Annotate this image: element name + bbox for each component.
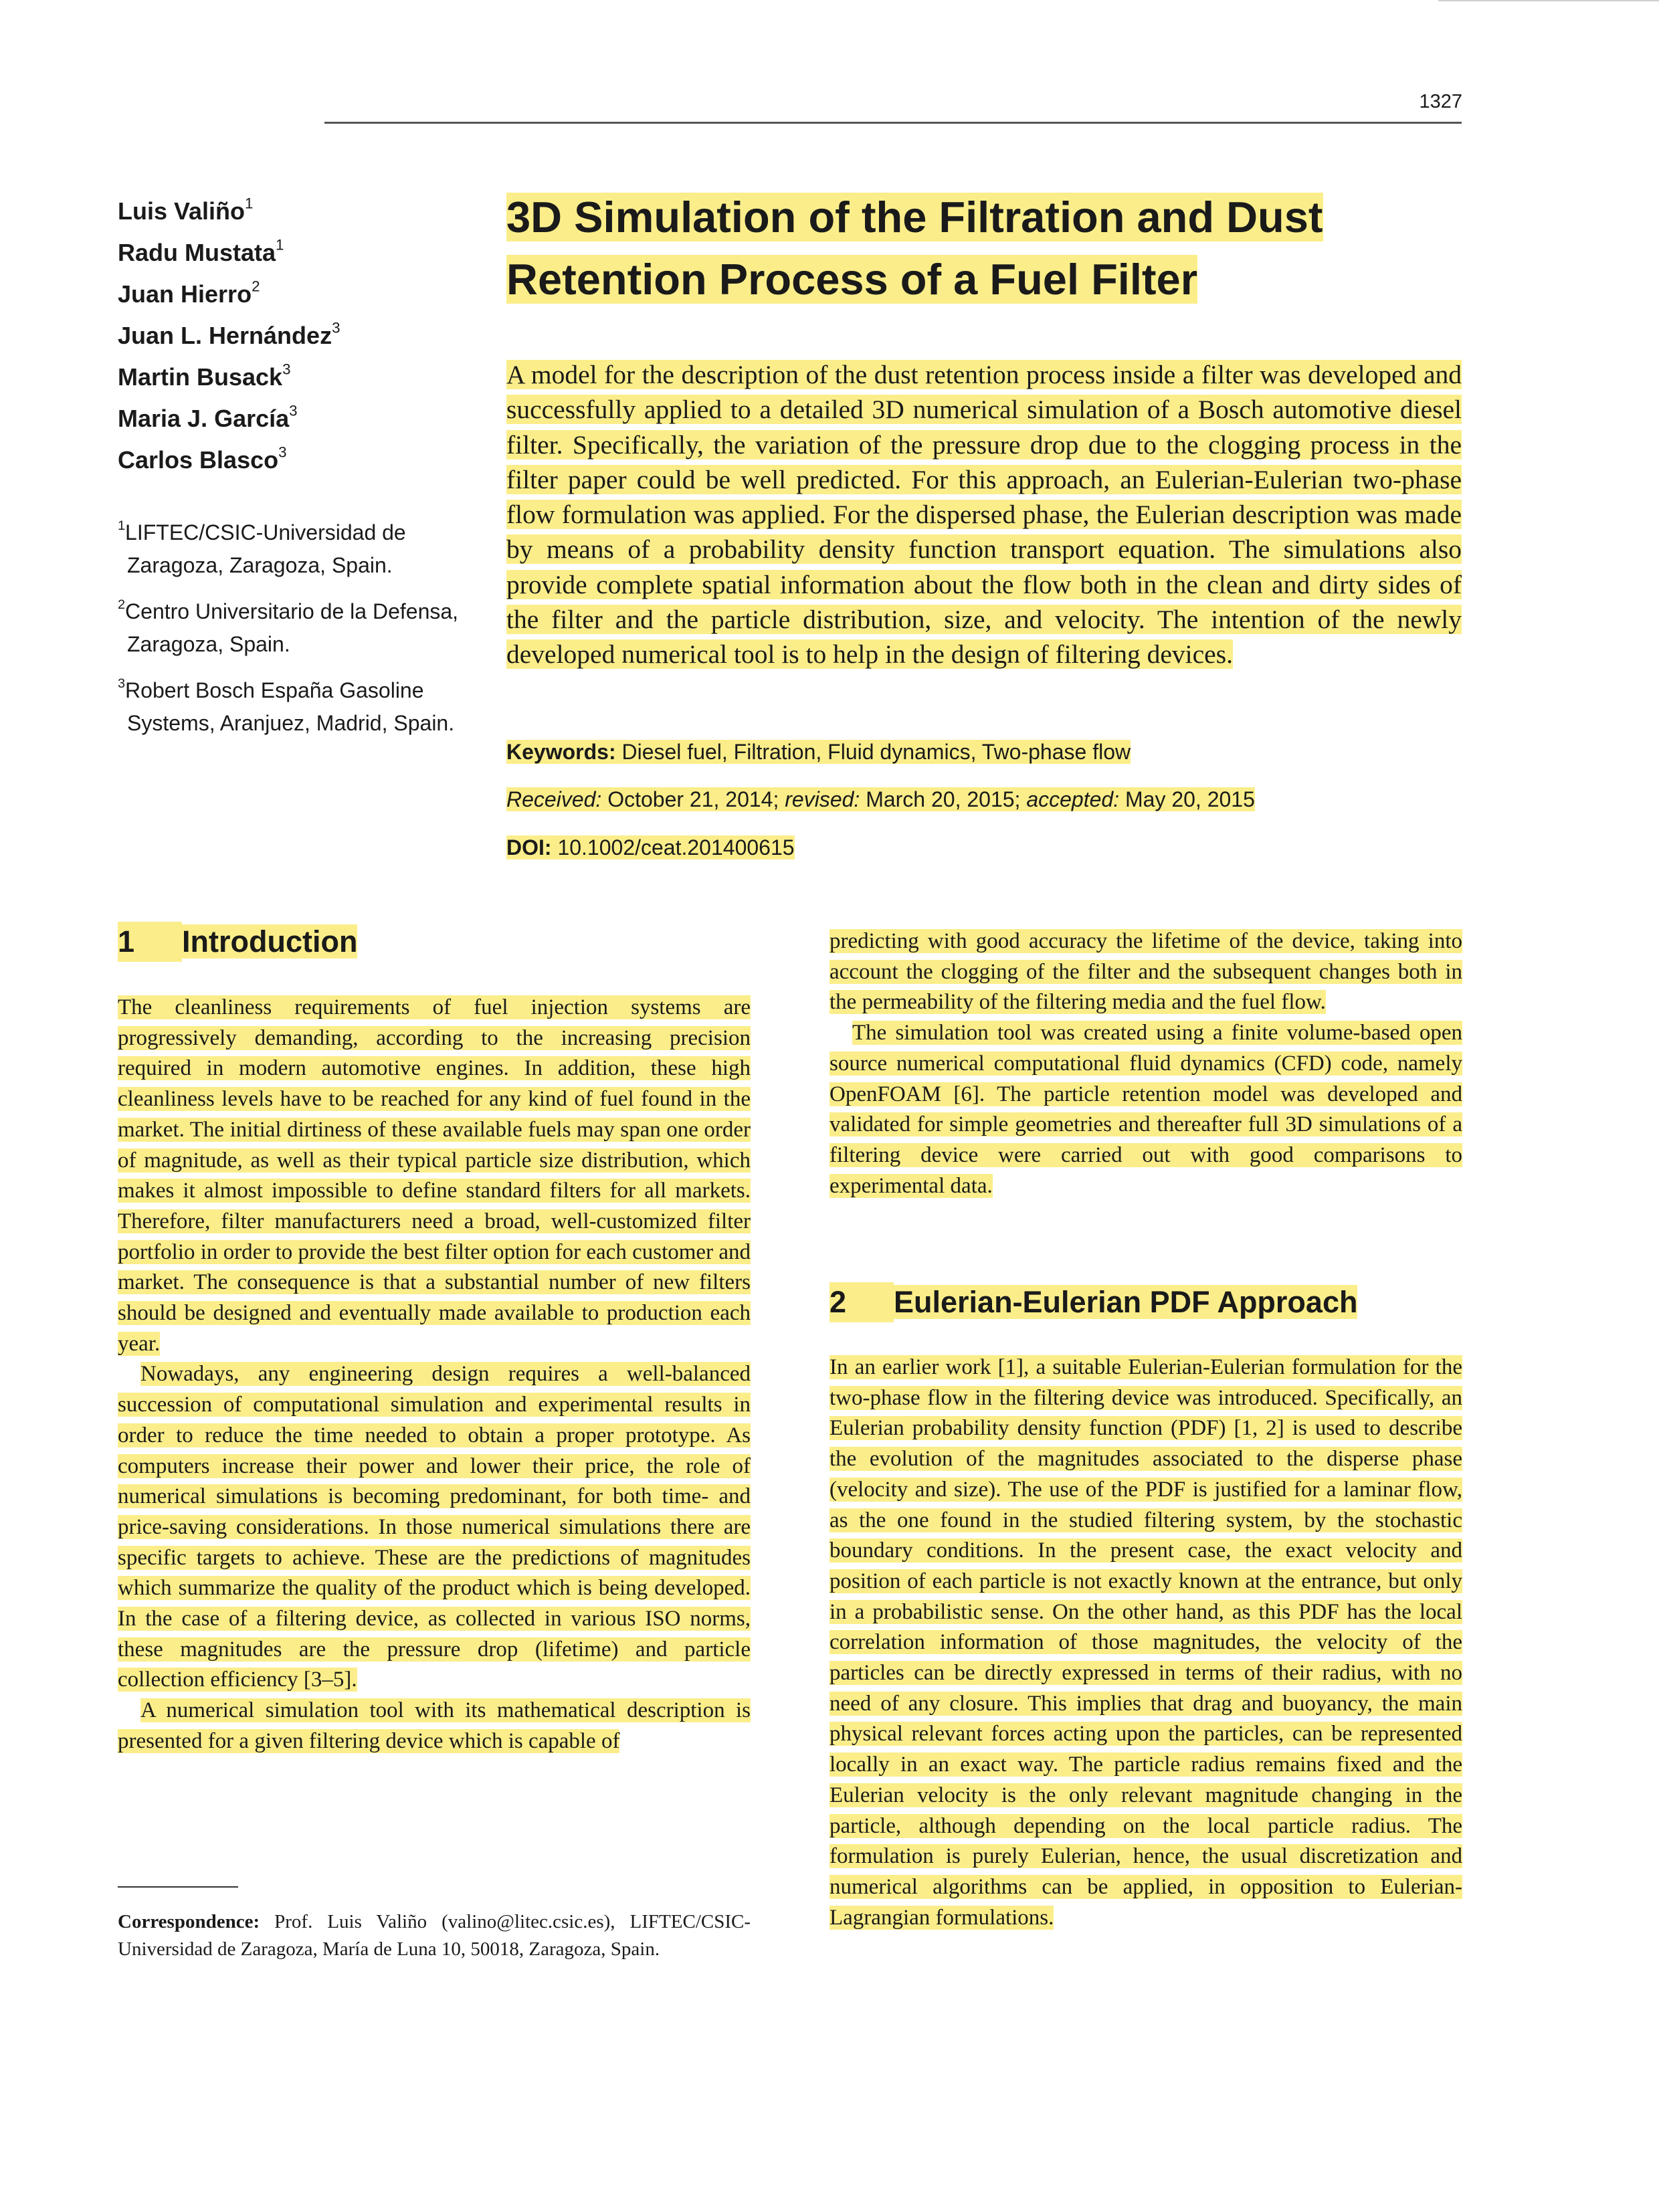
paragraph: The cleanliness requirements of fuel injection systems are progressively demanding, according to the increasing precision required in modern automotive engines. In addition, these high cleanliness levels have to be reached for any kind of fuel found in the market. The initial dirtiness of these available fuels may span one order of magnitude, as well as their typical particle size distribution, which makes it almost impossible to define standard filters for all markets. Therefore, filter manufacturers need a broad, well-customized filter portfolio in order to provide the best filter option for each customer and market. The consequence is that a substantial number of new filters should be designed and eventually made available to production each year. <box>118 995 751 1356</box>
section-heading: 2 Eulerian-Eulerian PDF Approach <box>830 1282 1357 1322</box>
author: Radu Mustata$^1$ <box>118 236 284 266</box>
paper-title: 3D Simulation of the Filtration and Dust Retention Process of a Fuel Filter <box>506 193 1323 304</box>
footnote-rule <box>118 1886 238 1888</box>
affiliation: $^1$LIFTEC/CSIC-Universidad de Zaragoza, Zaragoza, Spain. <box>118 518 406 577</box>
section2-body <box>830 1352 1462 1933</box>
paragraph: In an earlier work [1], a suitable Eulerian-Eulerian formulation for the two-phase flow in the filtering device was introduced. Specifically, an Eulerian probability density function (PDF) [1, 2] is used to describe the evolution of the magnitudes associated to the disperse phase (velocity and size). The use of the PDF is justified for a laminar flow, as the one found in the studied filtering system, by the stochastic boundary conditions. In the present case, the exact velocity and position of each particle is not exactly known at the entrance, but only in a probabilistic sense. On the other hand, as this PDF has the local correlation information of those magnitudes, the velocity of the particles can be directly expressed in terms of their radius, with no need of any closure. This implies that drag and buoyancy, the main physical relevant forces acting upon the particles, can be represented locally in an exact way. The particle radius remains fixed and the Eulerian velocity is the only relevant magnitude changing in the particle, although depending on the local particle radius. The formulation is purely Eulerian, hence, the usual discretization and numerical algorithms can be applied, in opposition to Eulerian-Lagrangian formulations. <box>830 1355 1462 1930</box>
introduction-right-column <box>830 926 1462 1201</box>
corner-line <box>1438 0 1659 1</box>
affiliation: $^2$Centro Universitario de la Defensa, Zaragoza, Spain. <box>118 597 459 656</box>
paragraph: A numerical simulation tool with its mathematical description is presented for a given filtering device which is capable of <box>118 1698 751 1753</box>
introduction-left-column <box>118 993 751 1757</box>
author: Carlos Blasco$^3$ <box>118 443 287 474</box>
paragraph: The simulation tool was created using a finite volume-based open source numerical computational fluid dynamics (CFD) code, namely OpenFOAM [6]. The particle retention model was developed and validated for simple geometries and thereafter full 3D simulations of a filtering device were carried out with good comparisons to experimental data. <box>830 1021 1462 1198</box>
author: Luis Valiño$^1$ <box>118 195 254 225</box>
author: Maria J. García$^3$ <box>118 402 298 432</box>
paragraph: predicting with good accuracy the lifetime of the device, taking into account the clogging of the filter and the subsequent changes both in the permeability of the filtering media and the fuel flow. <box>830 929 1462 1015</box>
author: Juan L. Hernández$^3$ <box>118 319 340 349</box>
correspondence-note: Correspondence: Prof. Luis Valiño (valino@litec.csic.es), LIFTEC/CSIC-Universidad de Zaragoza, María de Luna 10, 50018, Zaragoza, Spain. <box>118 1911 751 1960</box>
author: Juan Hierro$^2$ <box>118 278 260 308</box>
affiliation: $^3$Robert Bosch España Gasoline Systems, Aranjuez, Madrid, Spain. <box>118 676 455 735</box>
author-list <box>118 191 492 481</box>
author: Martin Busack$^3$ <box>118 361 291 391</box>
section-heading: 1 Introduction <box>118 922 357 962</box>
paragraph: Nowadays, any engineering design requires a well-balanced succession of computational simulation and experimental results in order to reduce the time needed to obtain a proper prototype. As computers increase their power and lower their price, the role of numerical simulations is becoming predominant, for both time- and price-saving considerations. In those numerical simulations there are specific targets to achieve. These are the predictions of magnitudes which summarize the quality of the product which is being developed. In the case of a filtering device, as collected in various ISO norms, these magnitudes are the pressure drop (lifetime) and particle collection efficiency [3–5]. <box>118 1362 751 1692</box>
affiliation-list <box>118 516 466 753</box>
page-number: 1327 <box>1419 91 1462 112</box>
article-dates: Received: October 21, 2014; revised: March 20, 2015; accepted: May 20, 2015 <box>506 787 1255 811</box>
keywords: Keywords: Diesel fuel, Filtration, Fluid dynamics, Two-phase flow <box>506 740 1131 764</box>
header-rule <box>324 122 1462 124</box>
doi: DOI: 10.1002/ceat.201400615 <box>506 835 795 860</box>
abstract: A model for the description of the dust retention process inside a filter was developed and successfully applied to a detailed 3D numerical simulation of a Bosch automotive diesel filter. Specifically, the variation of the pressure drop due to the clogging process in the filter paper could be well predicted. For this approach, an Eulerian-Eulerian two-phase flow formulation was applied. For the dispersed phase, the Eulerian description was made by means of a probability density function transport equation. The simulations also provide complete spatial information about the flow both in the clean and dirty sides of the filter and the particle distribution, size, and velocity. The intention of the newly developed numerical tool is to help in the design of filtering devices. <box>506 360 1462 670</box>
